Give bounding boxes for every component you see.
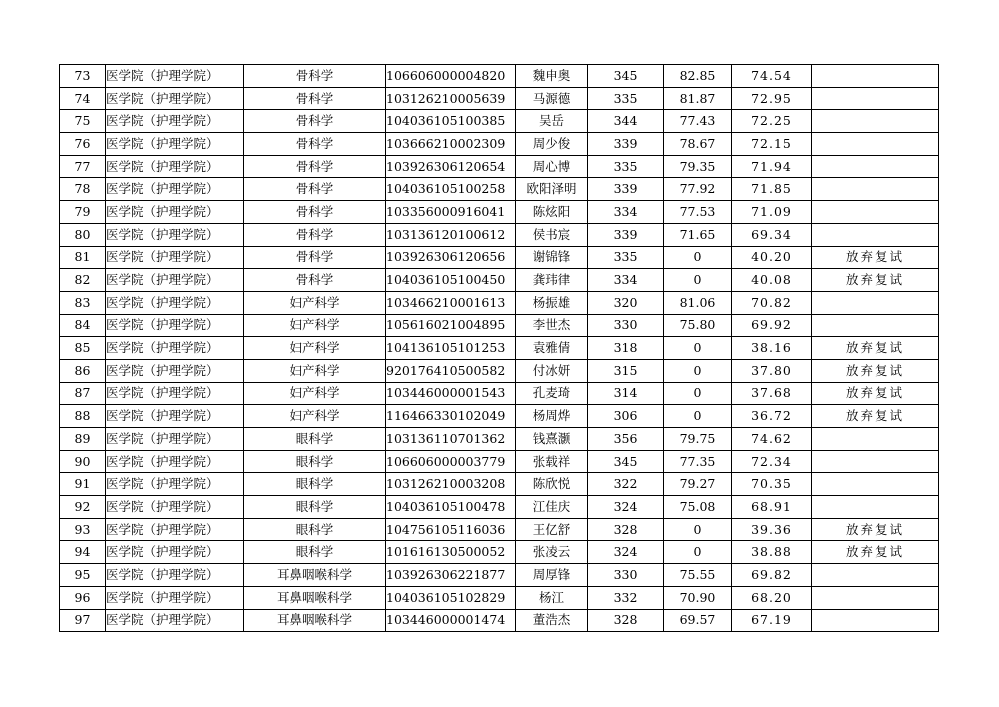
row-number: 92 (60, 496, 106, 519)
prelim-score-cell: 330 (588, 564, 664, 587)
prelim-score-cell: 344 (588, 110, 664, 133)
total-score-cell: 72.15 (732, 133, 812, 156)
name-cell: 陈欣悦 (516, 473, 588, 496)
prelim-score-cell: 339 (588, 133, 664, 156)
prelim-score-cell: 335 (588, 246, 664, 269)
exam-id-cell: 103126210003208 (386, 473, 516, 496)
college-cell: 医学院（护理学院） (106, 269, 244, 292)
retest-score-cell: 77.53 (664, 201, 732, 224)
row-number: 76 (60, 133, 106, 156)
row-number: 75 (60, 110, 106, 133)
name-cell: 马源德 (516, 87, 588, 110)
prelim-score-cell: 334 (588, 201, 664, 224)
row-number: 79 (60, 201, 106, 224)
row-number: 96 (60, 586, 106, 609)
total-score-cell: 36.72 (732, 405, 812, 428)
table-row (60, 155, 939, 178)
table-row (60, 382, 939, 405)
remark-cell (812, 178, 939, 201)
exam-id-cell: 103666210002309 (386, 133, 516, 156)
table-row (60, 450, 939, 473)
prelim-score-cell: 324 (588, 541, 664, 564)
remark-cell (812, 428, 939, 451)
row-number: 93 (60, 518, 106, 541)
major-cell: 妇产科学 (244, 405, 386, 428)
prelim-score-cell: 335 (588, 87, 664, 110)
total-score-cell: 71.94 (732, 155, 812, 178)
prelim-score-cell: 320 (588, 291, 664, 314)
retest-score-cell: 82.85 (664, 65, 732, 88)
exam-id-cell: 106606000003779 (386, 450, 516, 473)
total-score-cell: 68.20 (732, 586, 812, 609)
major-cell: 骨科学 (244, 269, 386, 292)
exam-id-cell: 103446000001543 (386, 382, 516, 405)
college-cell: 医学院（护理学院） (106, 155, 244, 178)
prelim-score-cell: 315 (588, 359, 664, 382)
retest-score-cell: 69.57 (664, 609, 732, 632)
exam-id-cell: 104136105101253 (386, 337, 516, 360)
name-cell: 魏申奥 (516, 65, 588, 88)
total-score-cell: 40.20 (732, 246, 812, 269)
total-score-cell: 38.16 (732, 337, 812, 360)
remark-cell: 放弃复试 (812, 359, 939, 382)
retest-score-cell: 75.08 (664, 496, 732, 519)
table-row (60, 541, 939, 564)
total-score-cell: 37.68 (732, 382, 812, 405)
table-row (60, 65, 939, 88)
row-number: 88 (60, 405, 106, 428)
major-cell: 眼科学 (244, 541, 386, 564)
score-table (59, 64, 939, 632)
retest-score-cell: 0 (664, 382, 732, 405)
exam-id-cell: 104036105100478 (386, 496, 516, 519)
college-cell: 医学院（护理学院） (106, 541, 244, 564)
name-cell: 董浩杰 (516, 609, 588, 632)
table-row (60, 428, 939, 451)
name-cell: 张凌云 (516, 541, 588, 564)
name-cell: 吴岳 (516, 110, 588, 133)
total-score-cell: 38.88 (732, 541, 812, 564)
exam-id-cell: 116466330102049 (386, 405, 516, 428)
table-row (60, 518, 939, 541)
prelim-score-cell: 314 (588, 382, 664, 405)
exam-id-cell: 920176410500582 (386, 359, 516, 382)
exam-id-cell: 103926306120654 (386, 155, 516, 178)
major-cell: 眼科学 (244, 473, 386, 496)
prelim-score-cell: 345 (588, 450, 664, 473)
prelim-score-cell: 345 (588, 65, 664, 88)
retest-score-cell: 0 (664, 246, 732, 269)
remark-cell: 放弃复试 (812, 405, 939, 428)
exam-id-cell: 103466210001613 (386, 291, 516, 314)
total-score-cell: 72.25 (732, 110, 812, 133)
name-cell: 龚玮律 (516, 269, 588, 292)
college-cell: 医学院（护理学院） (106, 586, 244, 609)
row-number: 81 (60, 246, 106, 269)
retest-score-cell: 79.35 (664, 155, 732, 178)
row-number: 74 (60, 87, 106, 110)
table-row (60, 473, 939, 496)
total-score-cell: 71.85 (732, 178, 812, 201)
table-row (60, 246, 939, 269)
retest-score-cell: 70.90 (664, 586, 732, 609)
college-cell: 医学院（护理学院） (106, 87, 244, 110)
row-number: 86 (60, 359, 106, 382)
major-cell: 眼科学 (244, 428, 386, 451)
name-cell: 张载祥 (516, 450, 588, 473)
name-cell: 谢锦锋 (516, 246, 588, 269)
remark-cell (812, 155, 939, 178)
exam-id-cell: 103926306221877 (386, 564, 516, 587)
remark-cell (812, 586, 939, 609)
college-cell: 医学院（护理学院） (106, 450, 244, 473)
exam-id-cell: 103126210005639 (386, 87, 516, 110)
exam-id-cell: 104756105116036 (386, 518, 516, 541)
row-number: 83 (60, 291, 106, 314)
prelim-score-cell: 318 (588, 337, 664, 360)
remark-cell (812, 450, 939, 473)
major-cell: 耳鼻咽喉科学 (244, 564, 386, 587)
remark-cell (812, 110, 939, 133)
retest-score-cell: 0 (664, 359, 732, 382)
remark-cell (812, 564, 939, 587)
prelim-score-cell: 334 (588, 269, 664, 292)
remark-cell: 放弃复试 (812, 382, 939, 405)
exam-id-cell: 104036105100450 (386, 269, 516, 292)
major-cell: 妇产科学 (244, 291, 386, 314)
name-cell: 付冰妍 (516, 359, 588, 382)
college-cell: 医学院（护理学院） (106, 496, 244, 519)
retest-score-cell: 79.75 (664, 428, 732, 451)
name-cell: 杨振雄 (516, 291, 588, 314)
name-cell: 杨江 (516, 586, 588, 609)
remark-cell: 放弃复试 (812, 269, 939, 292)
row-number: 85 (60, 337, 106, 360)
total-score-cell: 69.92 (732, 314, 812, 337)
major-cell: 骨科学 (244, 223, 386, 246)
row-number: 80 (60, 223, 106, 246)
total-score-cell: 72.34 (732, 450, 812, 473)
remark-cell (812, 291, 939, 314)
major-cell: 骨科学 (244, 155, 386, 178)
retest-score-cell: 77.35 (664, 450, 732, 473)
name-cell: 李世杰 (516, 314, 588, 337)
retest-score-cell: 78.67 (664, 133, 732, 156)
table-row (60, 178, 939, 201)
remark-cell (812, 133, 939, 156)
college-cell: 医学院（护理学院） (106, 405, 244, 428)
remark-cell (812, 609, 939, 632)
major-cell: 妇产科学 (244, 359, 386, 382)
prelim-score-cell: 335 (588, 155, 664, 178)
college-cell: 医学院（护理学院） (106, 133, 244, 156)
total-score-cell: 71.09 (732, 201, 812, 224)
table-row (60, 337, 939, 360)
total-score-cell: 70.82 (732, 291, 812, 314)
college-cell: 医学院（护理学院） (106, 473, 244, 496)
row-number: 87 (60, 382, 106, 405)
prelim-score-cell: 306 (588, 405, 664, 428)
name-cell: 欧阳泽明 (516, 178, 588, 201)
prelim-score-cell: 339 (588, 223, 664, 246)
college-cell: 医学院（护理学院） (106, 337, 244, 360)
college-cell: 医学院（护理学院） (106, 382, 244, 405)
college-cell: 医学院（护理学院） (106, 359, 244, 382)
prelim-score-cell: 322 (588, 473, 664, 496)
college-cell: 医学院（护理学院） (106, 518, 244, 541)
table-row (60, 496, 939, 519)
college-cell: 医学院（护理学院） (106, 246, 244, 269)
total-score-cell: 68.91 (732, 496, 812, 519)
college-cell: 医学院（护理学院） (106, 223, 244, 246)
major-cell: 妇产科学 (244, 314, 386, 337)
name-cell: 江佳庆 (516, 496, 588, 519)
retest-score-cell: 81.06 (664, 291, 732, 314)
table-row (60, 609, 939, 632)
table-row (60, 269, 939, 292)
total-score-cell: 69.34 (732, 223, 812, 246)
remark-cell (812, 223, 939, 246)
college-cell: 医学院（护理学院） (106, 314, 244, 337)
retest-score-cell: 0 (664, 269, 732, 292)
table-row (60, 223, 939, 246)
prelim-score-cell: 356 (588, 428, 664, 451)
total-score-cell: 74.62 (732, 428, 812, 451)
total-score-cell: 74.54 (732, 65, 812, 88)
prelim-score-cell: 332 (588, 586, 664, 609)
retest-score-cell: 0 (664, 405, 732, 428)
total-score-cell: 67.19 (732, 609, 812, 632)
remark-cell (812, 473, 939, 496)
major-cell: 妇产科学 (244, 382, 386, 405)
retest-score-cell: 79.27 (664, 473, 732, 496)
prelim-score-cell: 328 (588, 518, 664, 541)
row-number: 82 (60, 269, 106, 292)
name-cell: 钱熹灏 (516, 428, 588, 451)
remark-cell: 放弃复试 (812, 337, 939, 360)
major-cell: 耳鼻咽喉科学 (244, 586, 386, 609)
exam-id-cell: 103136120100612 (386, 223, 516, 246)
remark-cell: 放弃复试 (812, 541, 939, 564)
major-cell: 眼科学 (244, 450, 386, 473)
row-number: 89 (60, 428, 106, 451)
name-cell: 周少俊 (516, 133, 588, 156)
exam-id-cell: 104036105100385 (386, 110, 516, 133)
remark-cell: 放弃复试 (812, 518, 939, 541)
retest-score-cell: 71.65 (664, 223, 732, 246)
table-row (60, 359, 939, 382)
row-number: 78 (60, 178, 106, 201)
table-row (60, 314, 939, 337)
major-cell: 眼科学 (244, 496, 386, 519)
name-cell: 杨周烨 (516, 405, 588, 428)
remark-cell (812, 201, 939, 224)
table-row (60, 405, 939, 428)
retest-score-cell: 75.55 (664, 564, 732, 587)
row-number: 91 (60, 473, 106, 496)
table-row (60, 586, 939, 609)
row-number: 95 (60, 564, 106, 587)
total-score-cell: 37.80 (732, 359, 812, 382)
retest-score-cell: 75.80 (664, 314, 732, 337)
exam-id-cell: 105616021004895 (386, 314, 516, 337)
college-cell: 医学院（护理学院） (106, 65, 244, 88)
total-score-cell: 69.82 (732, 564, 812, 587)
row-number: 77 (60, 155, 106, 178)
exam-id-cell: 103136110701362 (386, 428, 516, 451)
college-cell: 医学院（护理学院） (106, 110, 244, 133)
college-cell: 医学院（护理学院） (106, 201, 244, 224)
name-cell: 袁雅倩 (516, 337, 588, 360)
exam-id-cell: 103356000916041 (386, 201, 516, 224)
row-number: 73 (60, 65, 106, 88)
table-row (60, 110, 939, 133)
major-cell: 骨科学 (244, 201, 386, 224)
table-row (60, 291, 939, 314)
college-cell: 医学院（护理学院） (106, 178, 244, 201)
row-number: 97 (60, 609, 106, 632)
total-score-cell: 39.36 (732, 518, 812, 541)
remark-cell: 放弃复试 (812, 246, 939, 269)
college-cell: 医学院（护理学院） (106, 428, 244, 451)
prelim-score-cell: 328 (588, 609, 664, 632)
total-score-cell: 40.08 (732, 269, 812, 292)
name-cell: 王亿舒 (516, 518, 588, 541)
retest-score-cell: 81.87 (664, 87, 732, 110)
name-cell: 孔麦琦 (516, 382, 588, 405)
major-cell: 骨科学 (244, 133, 386, 156)
major-cell: 骨科学 (244, 178, 386, 201)
major-cell: 耳鼻咽喉科学 (244, 609, 386, 632)
name-cell: 周厚锋 (516, 564, 588, 587)
prelim-score-cell: 339 (588, 178, 664, 201)
table-row (60, 133, 939, 156)
major-cell: 骨科学 (244, 87, 386, 110)
name-cell: 陈炫阳 (516, 201, 588, 224)
row-number: 90 (60, 450, 106, 473)
college-cell: 医学院（护理学院） (106, 609, 244, 632)
total-score-cell: 70.35 (732, 473, 812, 496)
remark-cell (812, 87, 939, 110)
retest-score-cell: 0 (664, 337, 732, 360)
college-cell: 医学院（护理学院） (106, 291, 244, 314)
college-cell: 医学院（护理学院） (106, 564, 244, 587)
name-cell: 周心博 (516, 155, 588, 178)
retest-score-cell: 0 (664, 518, 732, 541)
major-cell: 骨科学 (244, 246, 386, 269)
exam-id-cell: 104036105102829 (386, 586, 516, 609)
major-cell: 骨科学 (244, 110, 386, 133)
table-row (60, 201, 939, 224)
table-body (60, 65, 939, 632)
exam-id-cell: 103926306120656 (386, 246, 516, 269)
major-cell: 眼科学 (244, 518, 386, 541)
major-cell: 骨科学 (244, 65, 386, 88)
table-row (60, 87, 939, 110)
exam-id-cell: 101616130500052 (386, 541, 516, 564)
remark-cell (812, 314, 939, 337)
retest-score-cell: 77.92 (664, 178, 732, 201)
prelim-score-cell: 324 (588, 496, 664, 519)
retest-score-cell: 77.43 (664, 110, 732, 133)
table-row (60, 564, 939, 587)
row-number: 84 (60, 314, 106, 337)
remark-cell (812, 496, 939, 519)
retest-score-cell: 0 (664, 541, 732, 564)
remark-cell (812, 65, 939, 88)
total-score-cell: 72.95 (732, 87, 812, 110)
major-cell: 妇产科学 (244, 337, 386, 360)
exam-id-cell: 106606000004820 (386, 65, 516, 88)
prelim-score-cell: 330 (588, 314, 664, 337)
exam-id-cell: 103446000001474 (386, 609, 516, 632)
name-cell: 侯书宸 (516, 223, 588, 246)
row-number: 94 (60, 541, 106, 564)
exam-id-cell: 104036105100258 (386, 178, 516, 201)
